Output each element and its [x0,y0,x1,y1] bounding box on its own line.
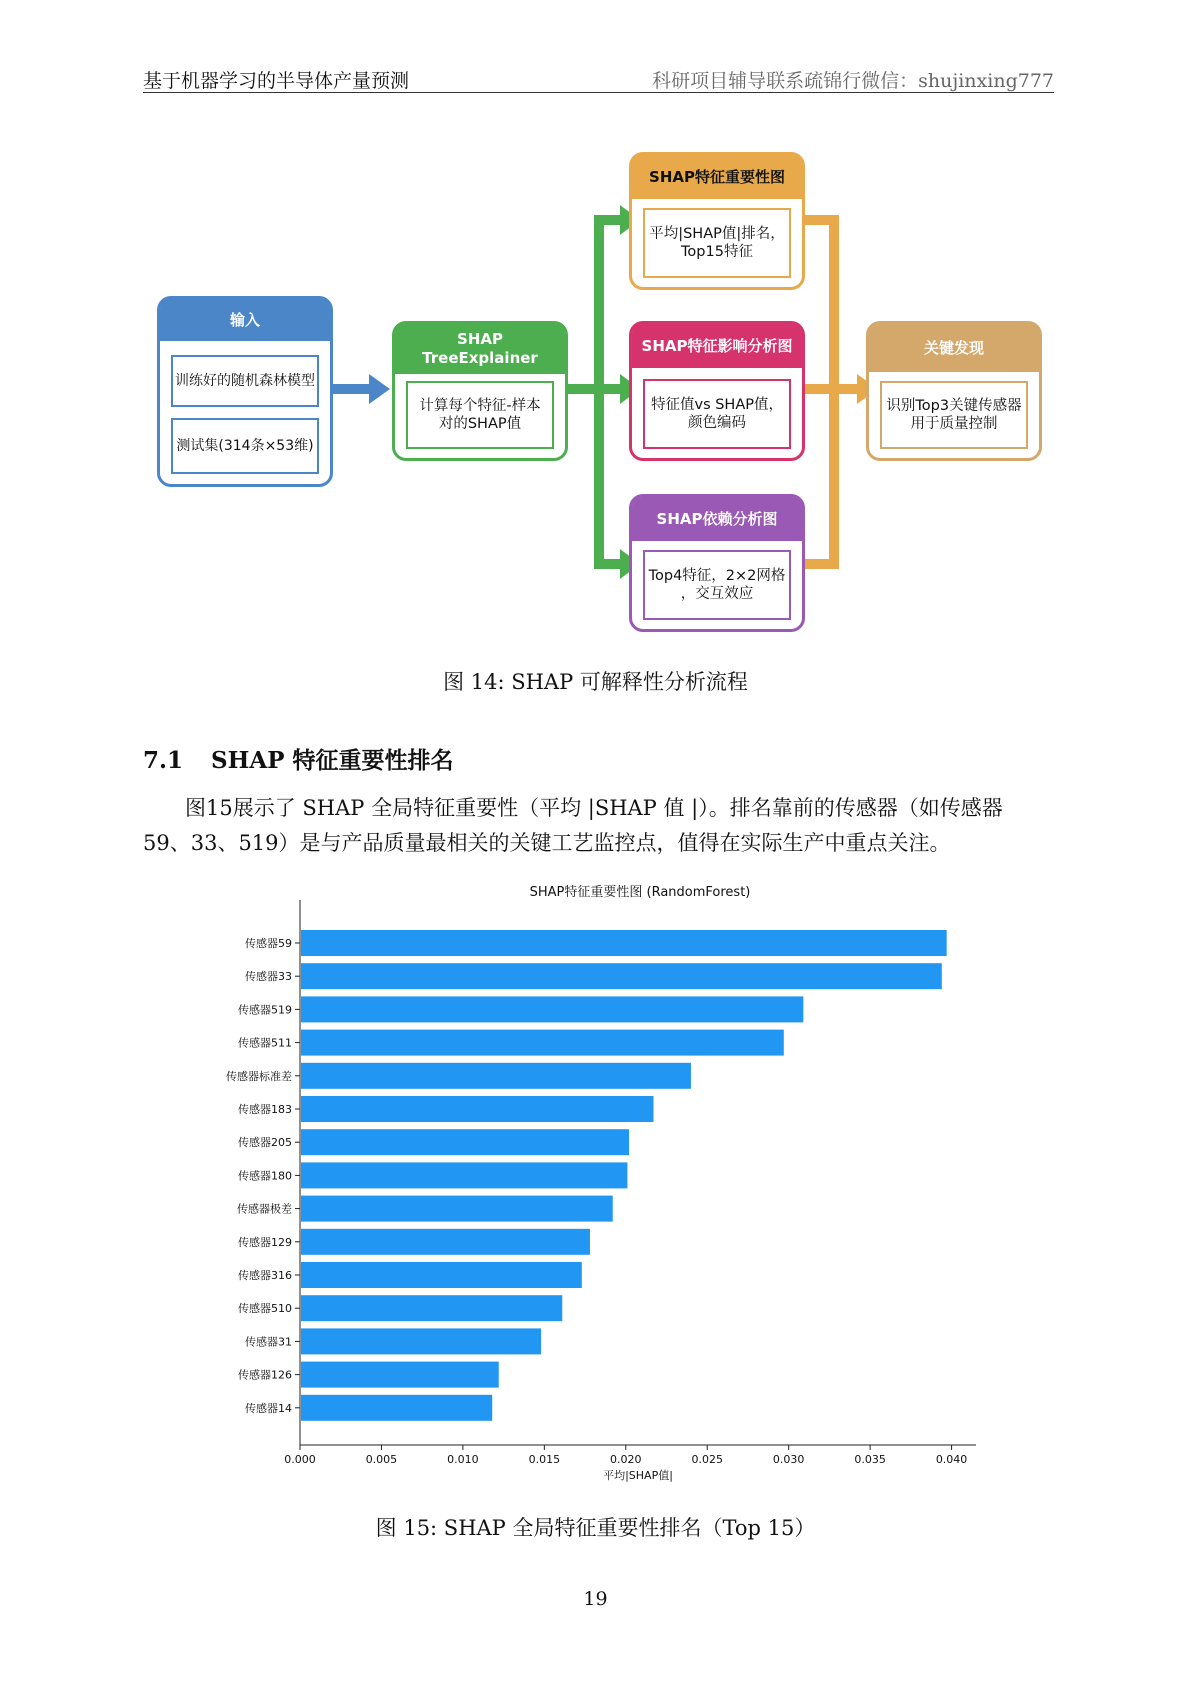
header-left: 基于机器学习的半导体产量预测 [143,70,410,92]
bar-传感器极差 [301,1196,613,1222]
y-tick-label: 传感器511 [238,1036,292,1050]
input-model-item: 训练好的随机森林模型 [171,355,319,407]
x-tick-label: 0.035 [854,1453,886,1466]
y-tick-label: 传感器519 [238,1003,292,1017]
x-tick-label: 0.020 [610,1453,642,1466]
y-tick-label: 传感器316 [238,1269,292,1282]
input-testset-item: 测试集(314条×53维) [171,418,319,474]
y-tick-label: 传感器33 [245,970,292,984]
section-title: SHAP 特征重要性排名 [211,747,454,774]
bar-传感器316 [301,1262,582,1288]
page-number: 19 [583,1588,608,1610]
paragraph-text: 图15展示了 SHAP 全局特征重要性（平均 |SHAP 值 |）。排名靠前的传感器（如传感器 59、33、519）是与产品质量最相关的关键工艺监控点，值得在实际生产中重点关注。 [143,796,1003,855]
y-tick-label: 传感器205 [238,1136,292,1150]
bar-传感器31 [301,1328,541,1354]
explainer-body: 计算每个特征-样本 对的SHAP值 [406,381,554,449]
header-right: 科研项目辅导联系疏锦行微信：shujinxing777 [652,70,1054,92]
y-tick-label: 传感器59 [245,937,292,950]
x-tick-label: 0.010 [447,1453,479,1466]
impact-box-title: SHAP特征影响分析图 [632,324,802,368]
bar-传感器511 [301,1030,784,1056]
bar-传感器126 [301,1362,499,1388]
x-tick-label: 0.000 [284,1453,316,1466]
bar-传感器180 [301,1162,627,1188]
bar-传感器标准差 [301,1063,691,1089]
bar-传感器59 [301,930,947,956]
explainer-box-title [395,324,565,374]
y-tick-label: 传感器31 [245,1335,292,1349]
chart-title: SHAP特征重要性图 (RandomForest) [529,885,751,900]
bar-传感器33 [301,963,942,989]
shap-importance-chart [0,870,1191,1490]
x-tick-label: 0.025 [691,1453,723,1466]
bar-传感器14 [301,1395,492,1421]
importance-box-title: SHAP特征重要性图 [632,155,802,199]
x-tick-label: 0.015 [528,1453,561,1466]
importance-body: 平均|SHAP值|排名， Top15特征 [643,208,791,278]
x-tick-label: 0.040 [935,1453,968,1466]
y-tick-label: 传感器183 [238,1103,292,1116]
bar-传感器183 [301,1096,653,1122]
bar-传感器205 [301,1129,629,1155]
x-tick-label: 0.005 [365,1453,398,1466]
arrow-input-explainer [331,384,369,394]
bar-传感器519 [301,996,803,1022]
y-tick-label: 传感器14 [245,1401,292,1415]
x-tick-label: 0.030 [772,1453,805,1466]
y-tick-label: 传感器510 [238,1302,292,1316]
dependence-body: Top4特征，2×2网格 ，交互效应 [643,550,791,620]
shap-flow-diagram [0,0,1191,680]
y-tick-label: 传感器129 [238,1235,292,1249]
dependence-box-title: SHAP依赖分析图 [632,497,802,541]
explainer-title-line2: TreeExplainer [422,349,538,367]
section-heading [143,742,454,775]
impact-body: 特征值vs SHAP值， 颜色编码 [643,379,791,449]
y-tick-label: 传感器126 [238,1368,292,1382]
bar-传感器129 [301,1229,590,1255]
chart-svg [0,870,1191,1490]
finding-box-title: 关键发现 [869,324,1039,372]
section-number: 7.1 [143,747,184,774]
body-paragraph [143,791,1055,861]
y-tick-label: 传感器180 [238,1169,292,1183]
figure-14-caption: 图 14: SHAP 可解释性分析流程 [443,670,748,694]
arrow-input-explainer-head [369,374,390,404]
y-tick-label: 传感器标准差 [226,1069,292,1083]
finding-body: 识别Top3关键传感器 用于质量控制 [880,381,1028,449]
x-axis-label: 平均|SHAP值| [603,1469,673,1482]
figure-15-caption: 图 15: SHAP 全局特征重要性排名（Top 15） [375,1516,816,1540]
bar-传感器510 [301,1295,562,1321]
input-box-title: 输入 [160,299,330,341]
y-tick-label: 传感器极差 [237,1202,292,1216]
explainer-title-line1: SHAP [457,330,503,348]
